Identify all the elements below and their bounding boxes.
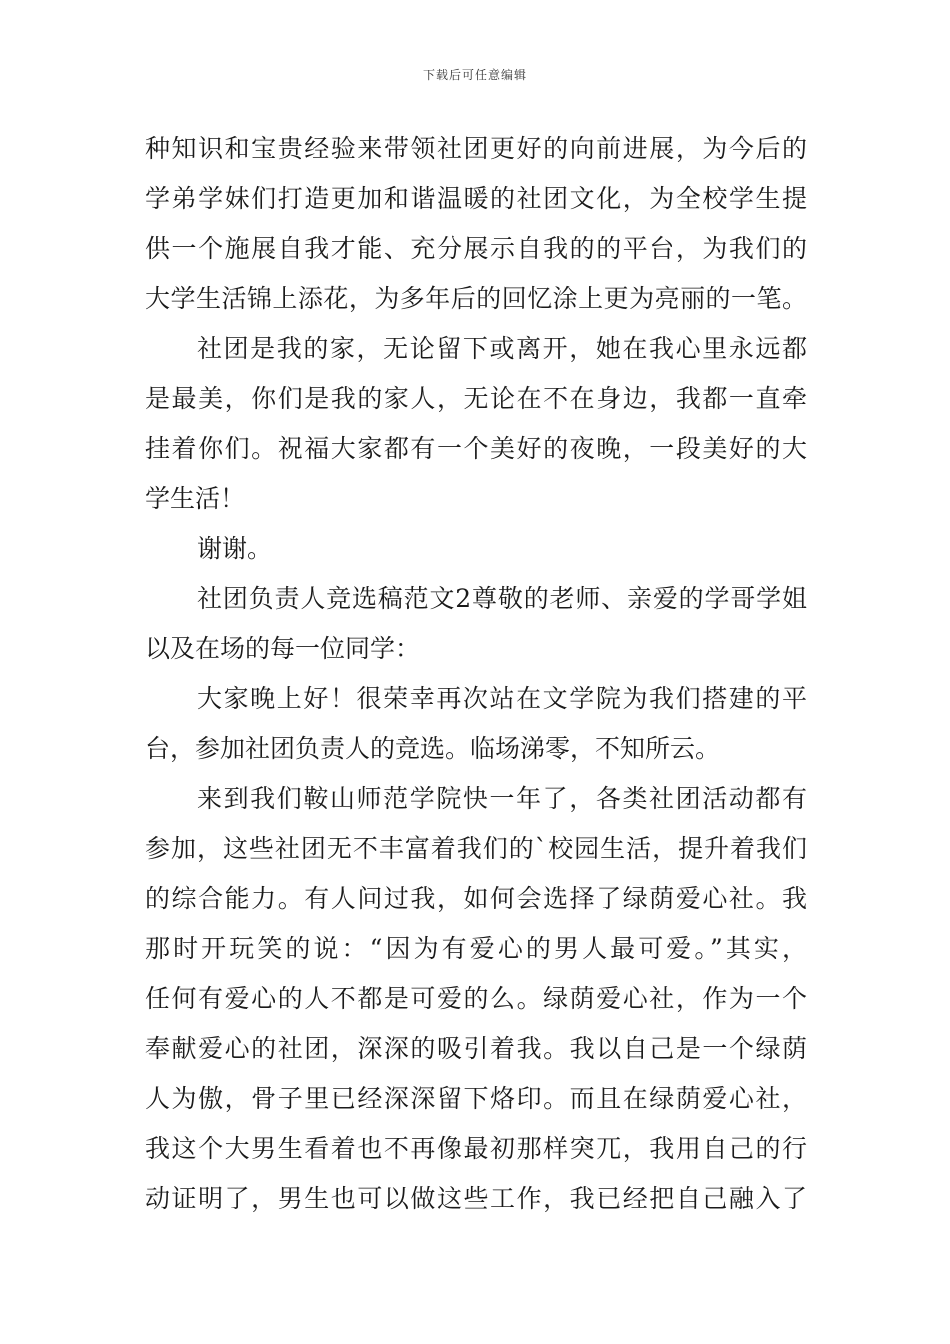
text-line: 社团是我的家，无论留下或离开，她在我心里永远都 — [197, 334, 807, 363]
text-line: 那时开玩笑的说：“因为有爱心的男人最可爱。”其实， — [145, 934, 807, 963]
page-header: 下载后可任意编辑 — [422, 68, 527, 82]
text-line: 以及在场的每一位同学： — [145, 634, 421, 663]
text-line: 的综合能力。有人问过我，如何会选择了绿荫爱心社。我 — [145, 884, 807, 913]
text-line: 学生活！ — [145, 484, 246, 513]
text-line: 学弟学妹们打造更加和谐温暖的社团文化，为全校学生提 — [145, 184, 807, 213]
text-line: 挂着你们。祝福大家都有一个美好的夜晚，一段美好的大 — [145, 434, 807, 463]
text-line: 谢谢。 — [197, 534, 273, 563]
text-line: 是最美，你们是我的家人，无论在不在身边，我都一直牵 — [145, 384, 807, 413]
document-body — [145, 124, 807, 1224]
text-line: 台，参加社团负责人的竞选。临场涕零，不知所云。 — [145, 734, 721, 763]
text-line: 任何有爱心的人不都是可爱的么。绿荫爱心社，作为一个 — [145, 984, 807, 1013]
text-line: 我这个大男生看着也不再像最初那样突兀，我用自己的行 — [145, 1134, 807, 1163]
text-line: 参加，这些社团无不丰富着我们的`校园生活，提升着我们 — [145, 834, 807, 863]
text-line: 动证明了，男生也可以做这些工作，我已经把自己融入了 — [145, 1184, 807, 1213]
text-line: 种知识和宝贵经验来带领社团更好的向前进展，为今后的 — [145, 134, 807, 163]
text-line: 来到我们鞍山师范学院快一年了，各类社团活动都有 — [197, 784, 807, 813]
text-line: 供一个施展自我才能、充分展示自我的的平台，为我们的 — [145, 234, 807, 263]
text-line: 大家晚上好！很荣幸再次站在文学院为我们搭建的平 — [197, 684, 807, 713]
text-line: 大学生活锦上添花，为多年后的回忆涂上更为亮丽的一笔。 — [145, 284, 807, 313]
text-line: 社团负责人竞选稿范文2尊敬的老师、亲爱的学哥学姐 — [197, 584, 807, 613]
text-line: 奉献爱心的社团，深深的吸引着我。我以自己是一个绿荫 — [145, 1034, 807, 1063]
text-line: 人为傲，骨子里已经深深留下烙印。而且在绿荫爱心社， — [145, 1084, 807, 1113]
